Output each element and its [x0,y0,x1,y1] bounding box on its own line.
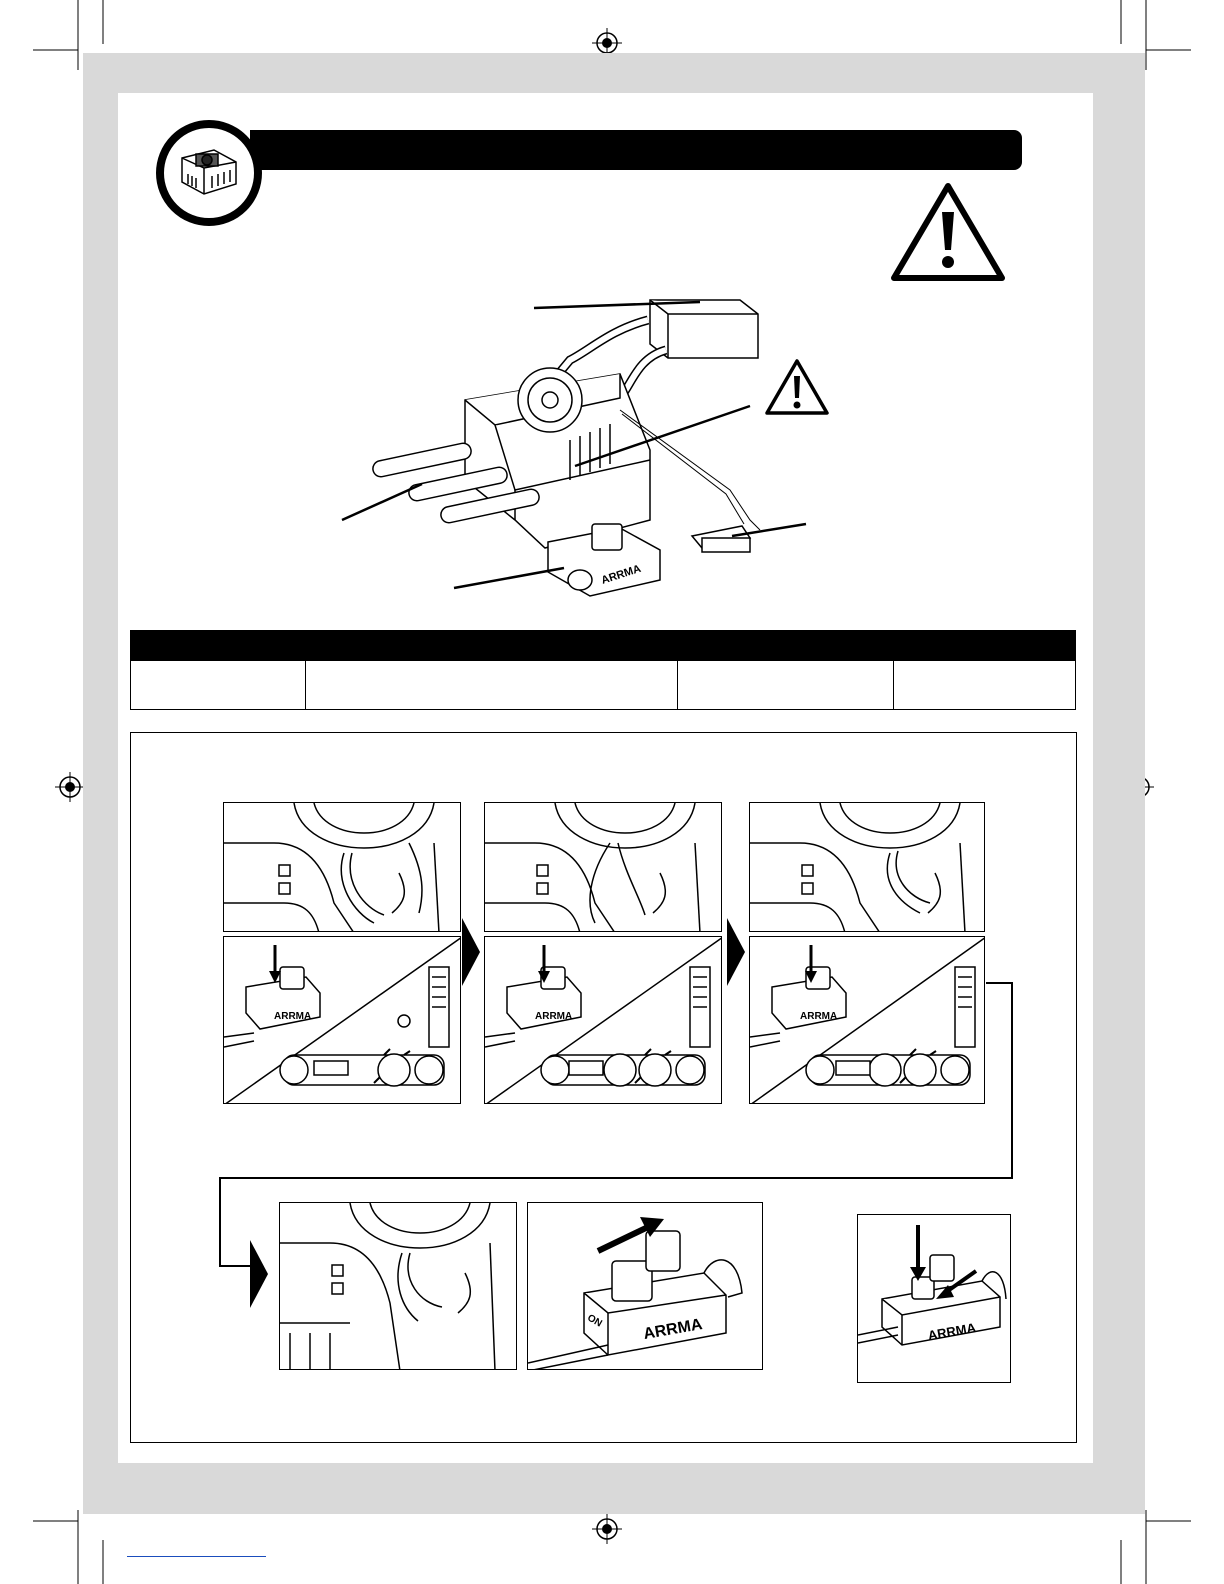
transmitter-panel-2 [484,802,722,932]
esc-icon [164,128,254,218]
transmitter-panel-3 [749,802,985,932]
switch-on-label: ON [585,1312,604,1330]
transmitter-panel-4 [279,1202,517,1370]
spec-cell-1 [131,661,306,710]
switch-detail-panel [857,1214,1011,1383]
switch-brand-label: ARRMA [800,1011,838,1022]
registration-mark-bottom [592,1514,622,1544]
switch-brand-label: ARRMA [274,1011,312,1022]
step-arrow-1 [462,918,480,986]
esc-diagram [330,280,850,610]
transmitter-panel-1 [223,802,461,932]
spec-cell-2 [306,661,678,710]
switch-brand-label: ARRMA [642,1316,704,1344]
step-arrow-2 [727,918,745,986]
spec-cell-3 [678,661,894,710]
section-icon-circle [156,120,262,226]
warning-triangle-icon [890,182,1006,282]
spec-table-header [131,631,1075,661]
spec-table [130,630,1076,710]
warning-triangle-small-icon [764,358,830,416]
switch-brand-label: ARRMA [926,1319,977,1344]
step-arrow-3 [250,1240,268,1308]
switch-slide-panel [527,1202,763,1370]
spec-cell-4 [894,661,1077,710]
footer-link-underline [127,1556,266,1557]
section-header-bar [250,130,1022,170]
switch-panel-1 [223,936,461,1104]
switch-panel-2 [484,936,722,1104]
switch-brand-label: ARRMA [535,1011,573,1022]
switch-panel-3 [749,936,985,1104]
switch-brand-label: ARRMA [599,562,643,587]
registration-mark-left [55,772,85,802]
